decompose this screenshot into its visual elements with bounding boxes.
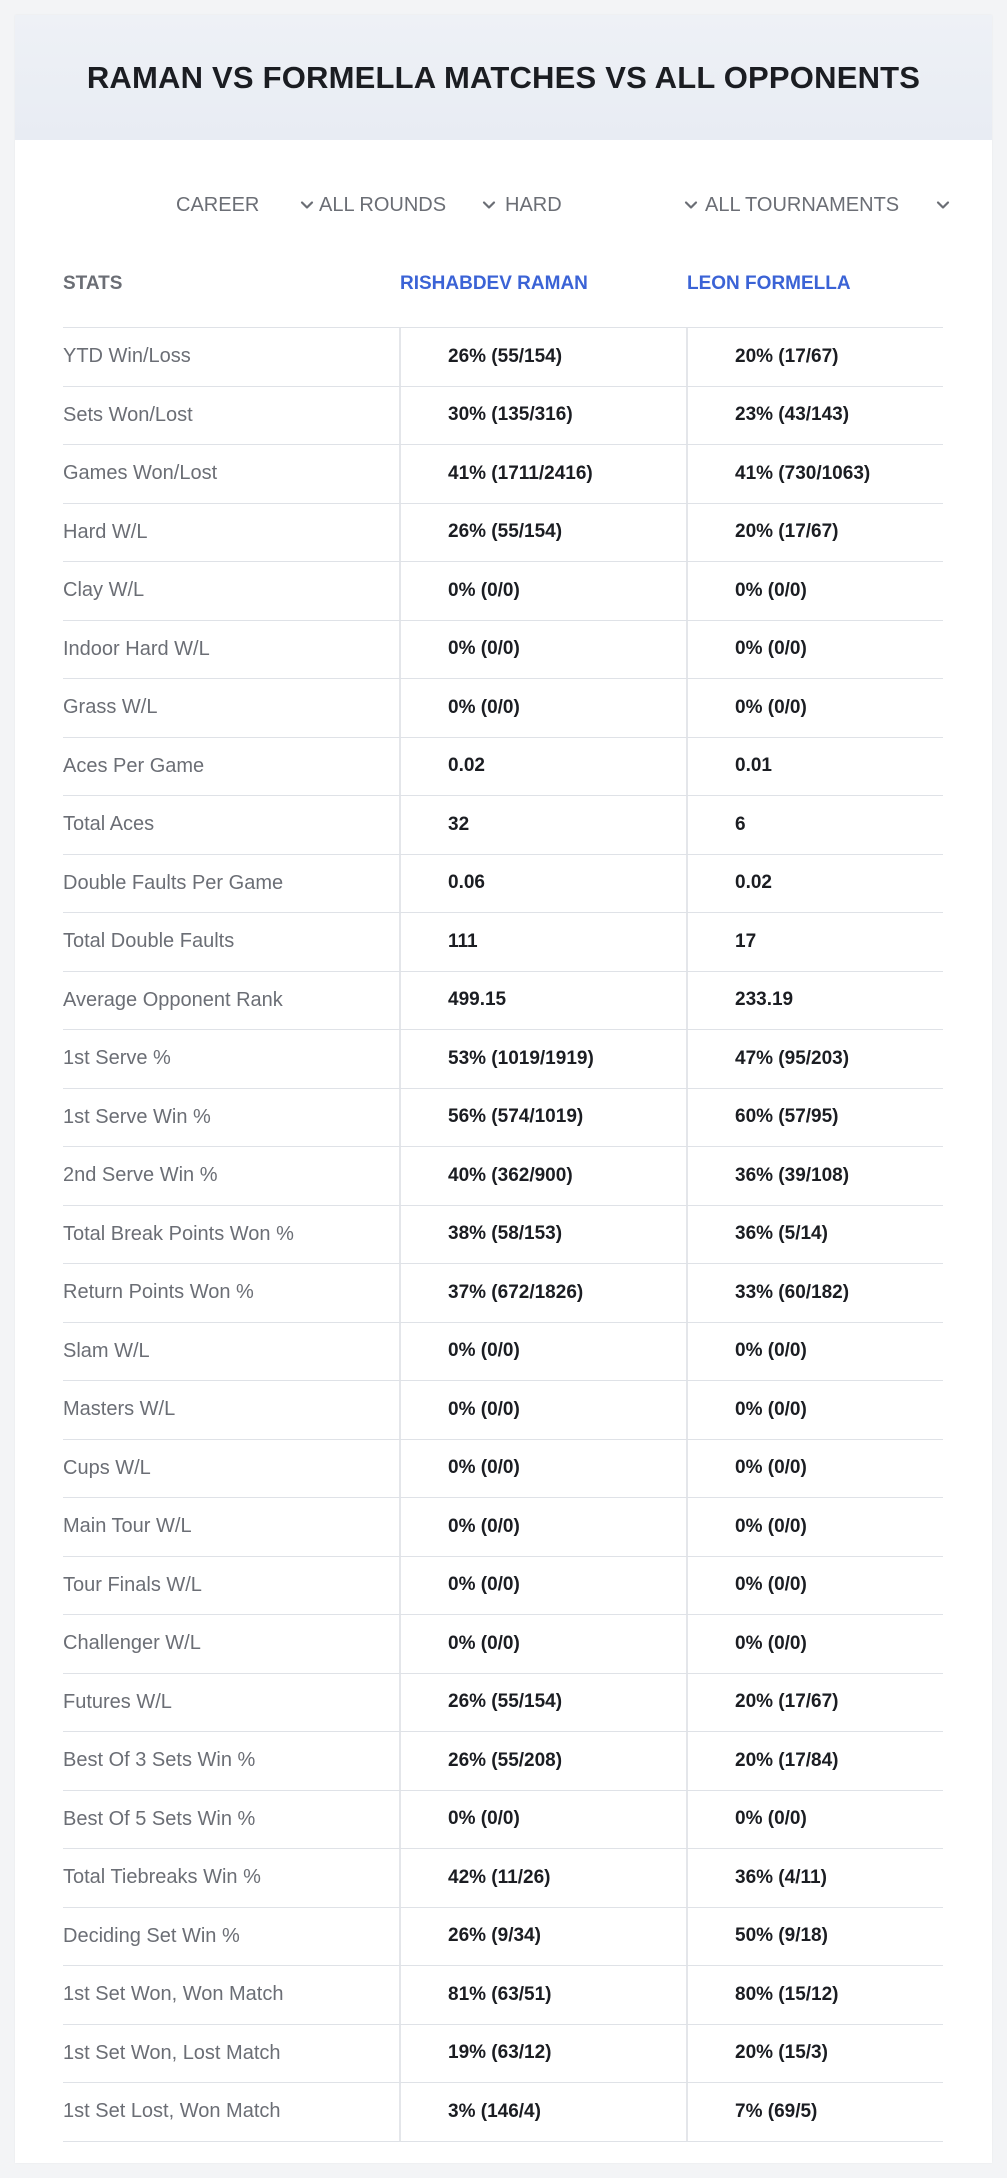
stat-label: Total Break Points Won % <box>63 1222 294 1245</box>
player1-value: 40% (362/900) <box>448 1164 573 1186</box>
stat-label: Indoor Hard W/L <box>63 637 210 660</box>
player2-value: 0% (0/0) <box>735 1515 807 1537</box>
stat-label: Tour Finals W/L <box>63 1573 202 1596</box>
table-row <box>63 1323 943 1382</box>
player1-value: 30% (135/316) <box>448 404 573 426</box>
player2-value: 0% (0/0) <box>735 579 807 601</box>
player2-value: 20% (17/67) <box>735 1691 839 1713</box>
player2-value: 233.19 <box>735 989 794 1011</box>
chevron-down-icon <box>482 198 496 212</box>
player1-value: 42% (11/26) <box>448 1866 551 1888</box>
player1-value: 26% (55/154) <box>448 521 563 543</box>
stat-label: Slam W/L <box>63 1339 150 1362</box>
filter-surface-select[interactable] <box>505 185 698 225</box>
player1-value: 0% (0/0) <box>448 1398 520 1420</box>
table-row <box>63 328 943 387</box>
player2-value: 20% (17/67) <box>735 521 839 543</box>
stat-label: Total Aces <box>63 813 155 836</box>
table-row <box>63 2025 943 2084</box>
stat-label: Clay W/L <box>63 579 145 602</box>
player1-value: 0% (0/0) <box>448 1574 520 1596</box>
player2-value: 0% (0/0) <box>735 1808 807 1830</box>
stat-label: Challenger W/L <box>63 1632 201 1655</box>
player2-value: 50% (9/18) <box>735 1925 828 1947</box>
player1-value: 81% (63/51) <box>448 1983 552 2005</box>
table-row <box>63 621 943 680</box>
player1-value: 111 <box>448 930 478 952</box>
filter-rounds-label: ALL ROUNDS <box>319 193 447 216</box>
player1-value: 26% (9/34) <box>448 1925 541 1947</box>
player1-value: 38% (58/153) <box>448 1223 563 1245</box>
stat-label: Total Tiebreaks Win % <box>63 1866 261 1889</box>
stat-label: Games Won/Lost <box>63 462 218 485</box>
player2-value: 7% (69/5) <box>735 2100 818 2122</box>
filter-surface-label: HARD <box>505 193 562 216</box>
table-row <box>63 504 943 563</box>
table-row <box>63 1557 943 1616</box>
player2-value: 17 <box>735 930 757 952</box>
player2-value: 20% (15/3) <box>735 2042 828 2064</box>
filter-period-select[interactable] <box>176 185 314 225</box>
column-header-player2[interactable]: LEON FORMELLA <box>687 273 851 294</box>
stat-label: Deciding Set Win % <box>63 1924 240 1947</box>
player1-value: 0% (0/0) <box>448 1340 520 1362</box>
stats-card <box>15 15 992 2163</box>
filter-rounds-select[interactable] <box>319 185 496 225</box>
stat-label: Return Points Won % <box>63 1281 254 1304</box>
player1-value: 0% (0/0) <box>448 638 520 660</box>
player1-value: 0.02 <box>448 755 485 777</box>
stat-label: 2nd Serve Win % <box>63 1164 218 1187</box>
player2-value: 0% (0/0) <box>735 1457 807 1479</box>
table-row <box>63 913 943 972</box>
player2-value: 0.01 <box>735 755 772 777</box>
filter-tournaments-label: ALL TOURNAMENTS <box>705 193 900 216</box>
table-row <box>63 2083 943 2142</box>
player2-value: 20% (17/84) <box>735 1749 839 1771</box>
table-row <box>63 387 943 446</box>
player1-value: 26% (55/154) <box>448 1691 563 1713</box>
column-header-stats: STATS <box>63 273 123 294</box>
table-row <box>63 972 943 1031</box>
table-row <box>63 796 943 855</box>
player1-value: 19% (63/12) <box>448 2042 552 2064</box>
filter-period-label: CAREER <box>176 193 260 216</box>
stat-label: Futures W/L <box>63 1690 172 1713</box>
player2-value: 0.02 <box>735 872 772 894</box>
player1-value: 0% (0/0) <box>448 579 520 601</box>
table-row <box>63 1498 943 1557</box>
player1-value: 53% (1019/1919) <box>448 1047 594 1069</box>
player2-value: 0% (0/0) <box>735 1340 807 1362</box>
player2-value: 60% (57/95) <box>735 1106 839 1128</box>
stat-label: 1st Set Lost, Won Match <box>63 2100 281 2123</box>
table-header <box>63 253 943 328</box>
player2-value: 36% (4/11) <box>735 1866 827 1888</box>
table-row <box>63 1440 943 1499</box>
filter-bar <box>15 185 992 225</box>
stat-label: Masters W/L <box>63 1398 176 1421</box>
chevron-down-icon <box>300 198 314 212</box>
player1-value: 0.06 <box>448 872 485 894</box>
table-row <box>63 1615 943 1674</box>
player2-value: 0% (0/0) <box>735 696 807 718</box>
player2-value: 20% (17/67) <box>735 345 839 367</box>
filter-tournaments-select[interactable] <box>705 185 950 225</box>
player2-value: 6 <box>735 813 746 835</box>
player1-value: 0% (0/0) <box>448 1632 520 1654</box>
table-row <box>63 738 943 797</box>
stats-table <box>63 253 943 2142</box>
table-row <box>63 1264 943 1323</box>
stat-label: Average Opponent Rank <box>63 988 283 1011</box>
chevron-down-icon <box>684 198 698 212</box>
player2-value: 23% (43/143) <box>735 404 850 426</box>
stat-label: Cups W/L <box>63 1456 151 1479</box>
player1-value: 37% (672/1826) <box>448 1281 584 1303</box>
player2-value: 0% (0/0) <box>735 1398 807 1420</box>
player2-value: 0% (0/0) <box>735 1632 807 1654</box>
stat-label: 1st Set Won, Lost Match <box>63 2041 281 2064</box>
table-row <box>63 1849 943 1908</box>
table-row <box>63 562 943 621</box>
stat-label: 1st Serve Win % <box>63 1105 211 1128</box>
stat-label: YTD Win/Loss <box>63 345 191 368</box>
stat-label: Best Of 3 Sets Win % <box>63 1749 256 1772</box>
player1-value: 32 <box>448 813 470 835</box>
table-row <box>63 1908 943 1967</box>
table-row <box>63 1674 943 1733</box>
stat-label: Grass W/L <box>63 696 158 719</box>
table-row <box>63 1030 943 1089</box>
table-row <box>63 1381 943 1440</box>
stat-label: Main Tour W/L <box>63 1515 192 1538</box>
table-row <box>63 445 943 504</box>
player2-value: 47% (95/203) <box>735 1047 850 1069</box>
stat-label: Sets Won/Lost <box>63 403 193 426</box>
player1-value: 26% (55/208) <box>448 1749 563 1771</box>
column-header-player1[interactable]: RISHABDEV RAMAN <box>400 273 588 294</box>
player2-value: 80% (15/12) <box>735 1983 839 2005</box>
player2-value: 36% (5/14) <box>735 1223 828 1245</box>
player1-value: 26% (55/154) <box>448 345 563 367</box>
stat-label: 1st Set Won, Won Match <box>63 1983 284 2006</box>
stat-label: Total Double Faults <box>63 930 235 953</box>
player2-value: 41% (730/1063) <box>735 462 871 484</box>
page-title: RAMAN VS FORMELLA MATCHES VS ALL OPPONENTS <box>86 59 921 95</box>
table-row <box>63 679 943 738</box>
table-row <box>63 1966 943 2025</box>
player1-value: 0% (0/0) <box>448 696 520 718</box>
player2-value: 36% (39/108) <box>735 1164 850 1186</box>
player1-value: 0% (0/0) <box>448 1515 520 1537</box>
player1-value: 0% (0/0) <box>448 1808 520 1830</box>
player1-value: 0% (0/0) <box>448 1457 520 1479</box>
stat-label: Aces Per Game <box>63 754 205 777</box>
table-row <box>63 855 943 914</box>
stat-label: 1st Serve % <box>63 1047 171 1070</box>
table-row <box>63 1089 943 1148</box>
card-header <box>15 15 992 140</box>
table-row <box>63 1791 943 1850</box>
table-body <box>63 328 943 2142</box>
player2-value: 0% (0/0) <box>735 638 807 660</box>
chevron-down-icon <box>936 198 950 212</box>
player2-value: 0% (0/0) <box>735 1574 807 1596</box>
player2-value: 33% (60/182) <box>735 1281 850 1303</box>
player1-value: 56% (574/1019) <box>448 1106 584 1128</box>
player1-value: 41% (1711/2416) <box>448 462 593 484</box>
table-row <box>63 1732 943 1791</box>
table-row <box>63 1147 943 1206</box>
stat-label: Best Of 5 Sets Win % <box>63 1807 256 1830</box>
player1-value: 3% (146/4) <box>448 2100 541 2122</box>
stat-label: Double Faults Per Game <box>63 871 284 894</box>
table-row <box>63 1206 943 1265</box>
stat-label: Hard W/L <box>63 520 148 543</box>
player1-value: 499.15 <box>448 989 507 1011</box>
